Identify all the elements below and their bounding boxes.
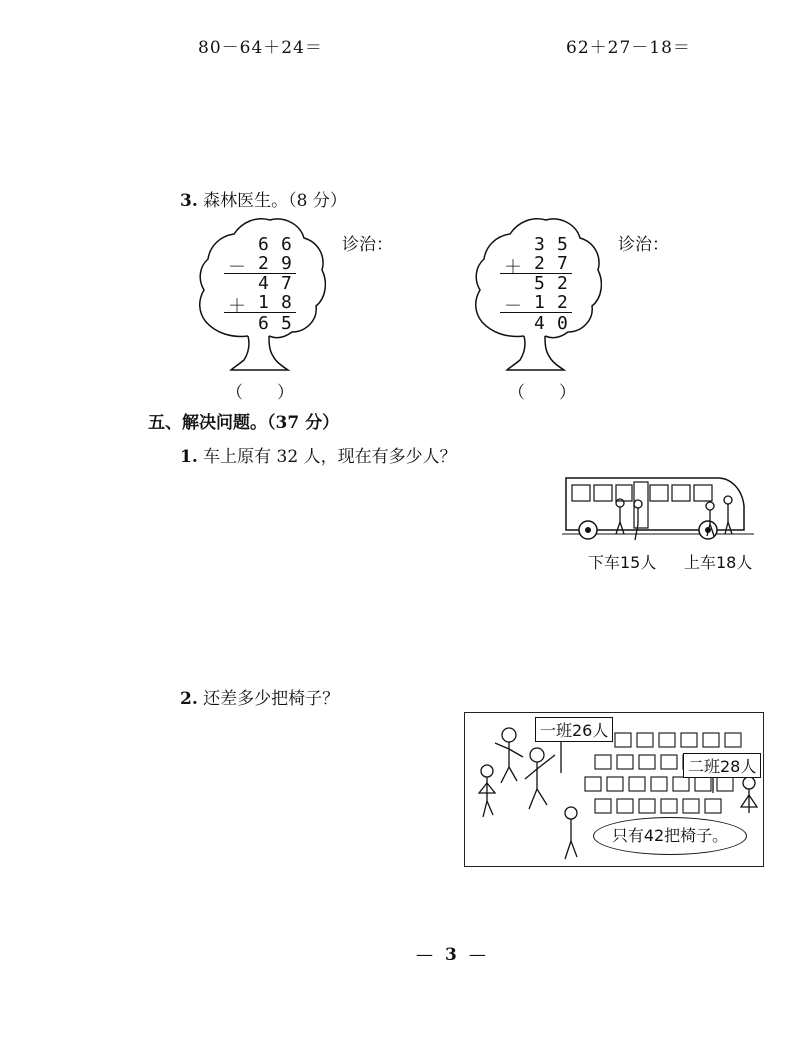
- chairs-illustration: [464, 712, 764, 867]
- question-number: 2.: [180, 689, 198, 709]
- calc-digit: 5: [281, 313, 292, 334]
- answer-blank-left[interactable]: （ ）: [226, 383, 294, 403]
- caption-get-on: 上车18人: [684, 553, 753, 572]
- calc-digit: 6: [258, 234, 269, 255]
- calc-digit: 2: [534, 253, 545, 274]
- diagnose-label-right: 诊治：: [618, 235, 669, 255]
- question-1: [180, 442, 457, 467]
- section-heading: 五、解决问题。（37 分）: [148, 413, 340, 433]
- calc-digit: 3: [534, 234, 545, 255]
- calc-digit: 2: [557, 292, 568, 313]
- calc-digit: 7: [281, 273, 292, 294]
- caption-get-off: 下车15人: [588, 553, 657, 572]
- sign-class-2: 二班28人: [683, 753, 761, 778]
- vertical-calc-left: [228, 234, 308, 344]
- calc-digit: 0: [557, 313, 568, 334]
- calc-digit: 1: [258, 292, 269, 313]
- calc-operator: ＋: [504, 257, 522, 278]
- sign-class-1: 一班26人: [535, 717, 613, 742]
- calc-operator: －: [504, 296, 522, 317]
- calc-digit: 9: [281, 253, 292, 274]
- bus-illustration: [558, 470, 758, 542]
- calc-digit: 2: [557, 273, 568, 294]
- question-number: 1.: [180, 447, 198, 467]
- calc-digit: 6: [258, 313, 269, 334]
- calc-digit: 6: [281, 234, 292, 255]
- calc-digit: 5: [557, 234, 568, 255]
- calc-operator: －: [228, 257, 246, 278]
- question-text: 车上原有 32 人，现在有多少人？: [203, 447, 457, 467]
- calc-digit: 4: [258, 273, 269, 294]
- dash-left: —: [416, 945, 433, 965]
- calc-digit: 7: [557, 253, 568, 274]
- calc-digit: 8: [281, 292, 292, 313]
- calc-digit: 5: [534, 273, 545, 294]
- question-number: 3.: [180, 191, 198, 211]
- dash-right: —: [468, 945, 486, 965]
- diagnose-label-left: 诊治：: [342, 235, 393, 255]
- calc-digit: 2: [258, 253, 269, 274]
- calc-digit: 4: [534, 313, 545, 334]
- forest-doctor-title: [180, 186, 347, 211]
- page-footer: [416, 945, 486, 965]
- question-2: [180, 684, 339, 709]
- expression-left: 80－64＋24＝: [198, 38, 323, 58]
- calc-operator: ＋: [228, 296, 246, 317]
- speech-bubble: 只有42把椅子。: [593, 817, 747, 855]
- page-number: 3: [445, 945, 457, 965]
- question-text: 森林医生。（8 分）: [203, 191, 347, 211]
- calc-digit: 1: [534, 292, 545, 313]
- bus-icon: [558, 470, 758, 542]
- vertical-calc-right: [504, 234, 584, 344]
- expression-right: 62＋27－18＝: [566, 38, 691, 58]
- answer-blank-right[interactable]: （ ）: [508, 383, 576, 403]
- question-text: 还差多少把椅子？: [203, 689, 340, 709]
